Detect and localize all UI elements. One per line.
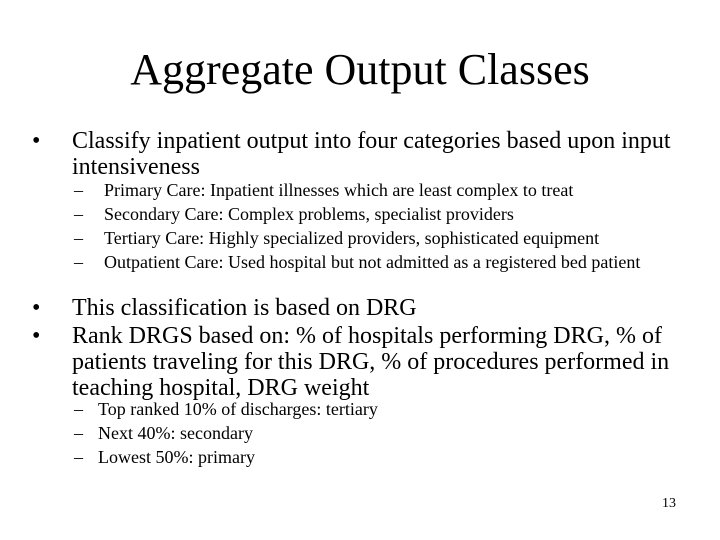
sub-item-text: Next 40%: secondary <box>98 423 253 443</box>
bullet-marker: • <box>32 128 41 154</box>
bullet-text: This classification is based on DRG <box>72 295 417 321</box>
bullet-item <box>32 128 692 180</box>
dash-marker: – <box>74 252 83 272</box>
dash-marker: – <box>74 399 83 419</box>
sub-item <box>74 253 644 272</box>
bullet-item <box>32 295 692 321</box>
sub-item-text: Top ranked 10% of discharges: tertiary <box>98 399 378 419</box>
dash-marker: – <box>74 447 83 467</box>
sub-item <box>74 181 674 200</box>
bullet-text: Classify inpatient output into four categories based upon input intensiveness <box>72 128 671 180</box>
dash-marker: – <box>74 228 83 248</box>
sub-item <box>74 229 674 248</box>
sub-item <box>74 205 674 224</box>
sub-item <box>74 448 674 467</box>
bullet-text: Rank DRGS based on: % of hospitals performing DRG, % of patients traveling for this DRG, % of procedures performed in teaching hospital, DRG weight <box>72 323 670 401</box>
bullet-item <box>32 323 692 401</box>
sub-item-text: Primary Care: Inpatient illnesses which are least complex to treat <box>104 180 574 200</box>
sub-item-text: Secondary Care: Complex problems, specialist providers <box>104 204 514 224</box>
sub-item-text: Outpatient Care: Used hospital but not admitted as a registered bed patient <box>104 252 641 272</box>
dash-marker: – <box>74 204 83 224</box>
slide-title: Aggregate Output Classes <box>130 45 590 94</box>
sub-item <box>74 424 674 443</box>
sub-item-text: Lowest 50%: primary <box>98 447 255 467</box>
dash-marker: – <box>74 423 83 443</box>
page-number: 13 <box>662 496 676 511</box>
bullet-marker: • <box>32 323 41 349</box>
bullet-marker: • <box>32 295 41 321</box>
sub-item <box>74 400 674 419</box>
dash-marker: – <box>74 180 83 200</box>
sub-item-text: Tertiary Care: Highly specialized providers, sophisticated equipment <box>104 228 600 248</box>
